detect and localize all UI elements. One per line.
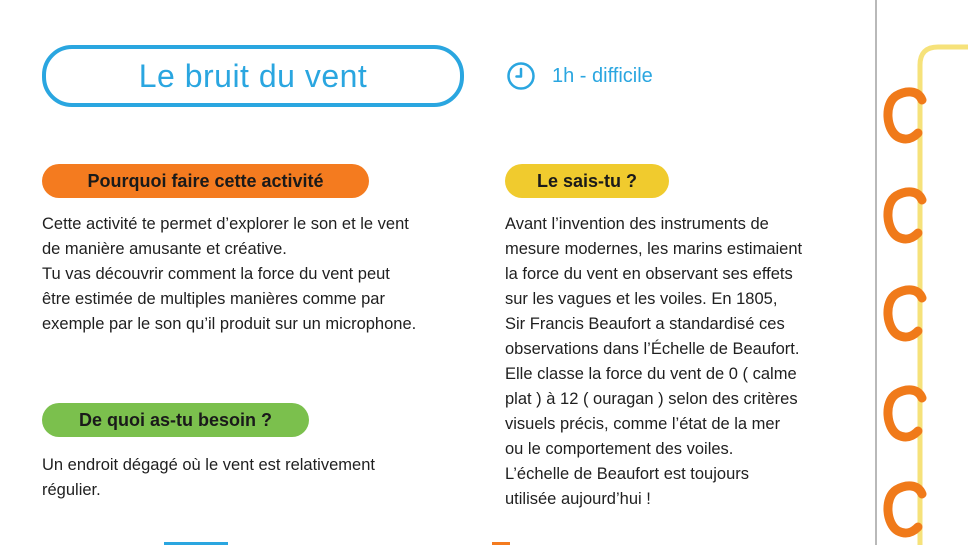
know-line: observations dans l’Échelle de Beaufort.: [505, 340, 800, 358]
notebook-binding: [878, 0, 968, 545]
need-line: régulier.: [42, 481, 101, 499]
know-line: utilisée aujourd’hui !: [505, 490, 651, 508]
heading-why: Pourquoi faire cette activité: [42, 164, 369, 198]
heading-did-you-know: Le sais-tu ?: [505, 164, 669, 198]
know-line: plat ) à 12 ( ouragan ) selon des critères: [505, 390, 798, 408]
know-line: L’échelle de Beaufort est toujours: [505, 465, 749, 483]
why-paragraph: [42, 212, 482, 337]
duration-text: 1h - difficile: [552, 64, 653, 87]
heading-what-you-need: De quoi as-tu besoin ?: [42, 403, 309, 437]
know-line: ou le comportement des voiles.: [505, 440, 734, 458]
why-line: être estimée de multiples manières comme par: [42, 290, 385, 308]
know-line: Elle classe la force du vent de 0 ( calme: [505, 365, 797, 383]
page-title: [42, 45, 464, 107]
did-you-know-paragraph: [505, 212, 850, 512]
binding-spine: [920, 47, 968, 545]
know-line: sur les vagues et les voiles. En 1805,: [505, 290, 778, 308]
spiral-ring-icon: [888, 92, 922, 139]
page-title-text: Le bruit du vent: [138, 57, 368, 94]
know-line: la force du vent en observant ses effets: [505, 265, 793, 283]
why-line: Tu vas découvrir comment la force du vent peut: [42, 265, 390, 283]
spiral-ring-icon: [888, 192, 922, 239]
know-line: mesure modernes, les marins estimaient: [505, 240, 803, 258]
why-line: de manière amusante et créative.: [42, 240, 287, 258]
spiral-ring-icon: [888, 390, 922, 437]
know-line: Sir Francis Beaufort a standardisé ces: [505, 315, 785, 333]
what-you-need-paragraph: [42, 453, 442, 503]
why-line: exemple par le son qu’il produit sur un microphone.: [42, 315, 417, 333]
page-divider: [875, 0, 877, 545]
know-line: visuels précis, comme l’état de la mer: [505, 415, 781, 433]
why-line: Cette activité te permet d’explorer le son et le vent: [42, 215, 409, 233]
clock-icon: [506, 61, 536, 91]
know-line: Avant l’invention des instruments de: [505, 215, 769, 233]
need-line: Un endroit dégagé où le vent est relativement: [42, 456, 375, 474]
spiral-ring-icon: [888, 486, 922, 533]
spiral-ring-icon: [888, 290, 922, 337]
duration-info: [506, 60, 653, 92]
